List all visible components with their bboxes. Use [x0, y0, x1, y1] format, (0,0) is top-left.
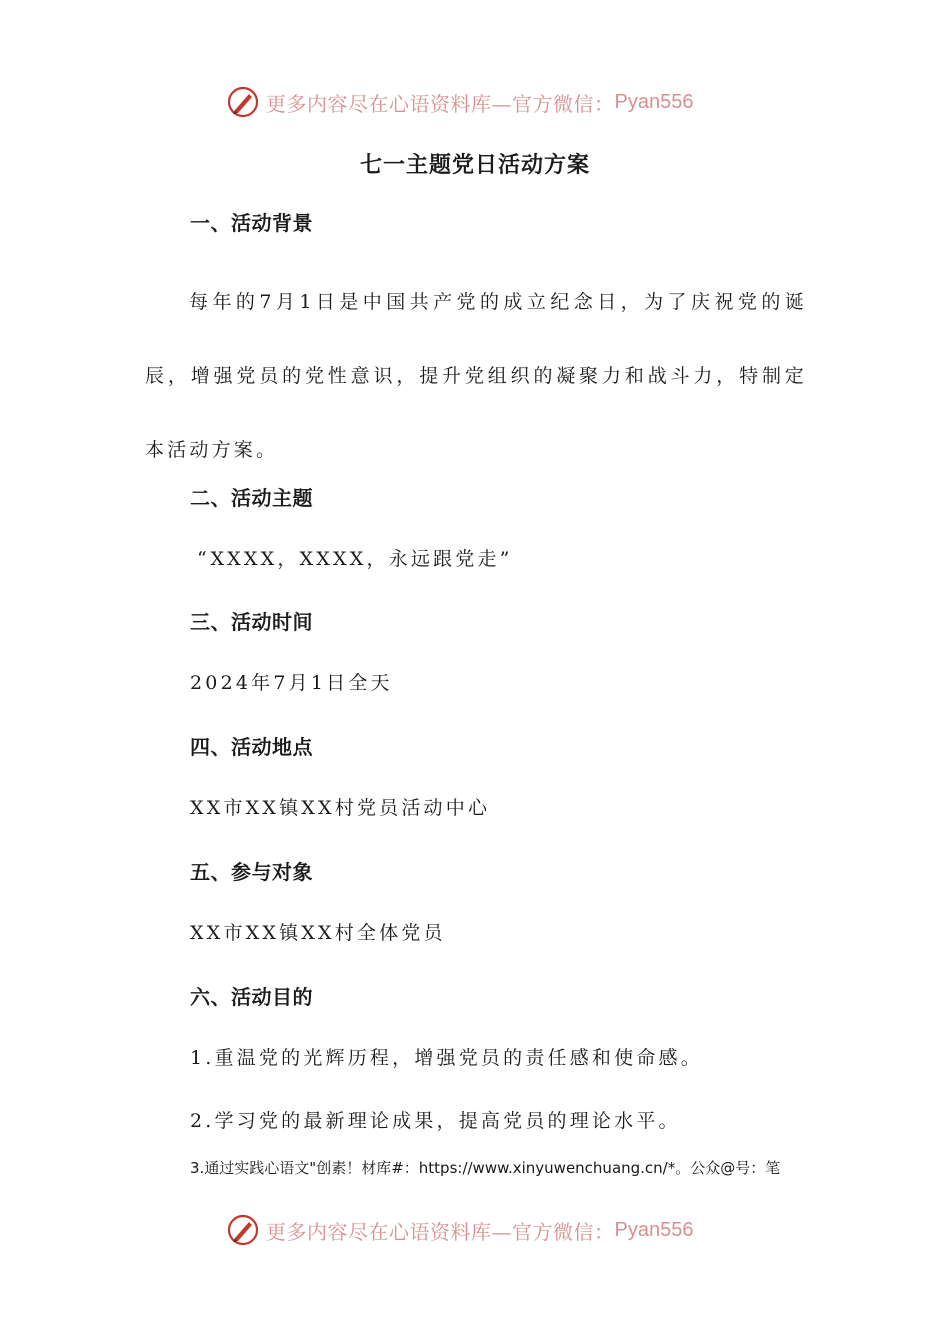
section-text-theme: “XXXX，XXXX，永远跟党走”: [197, 548, 513, 570]
section-heading-time: 三、活动时间: [190, 610, 313, 634]
purpose-item-3: 3.通过实践心语文"创素！材库#：https://www.xinyuwenchuang.cn/*。公众@号：笔: [190, 1159, 781, 1177]
footer-banner: [226, 1208, 746, 1252]
section-heading-background: 一、活动背景: [190, 211, 313, 235]
section-heading-location: 四、活动地点: [190, 735, 313, 759]
section-heading-participants: 五、参与对象: [190, 860, 313, 884]
pen-logo-icon: [226, 85, 260, 119]
banner-text: 更多内容尽在心语资料库—官方微信：: [266, 91, 615, 116]
section-text-location: XX市XX镇XX村党员活动中心: [190, 797, 491, 819]
pen-logo-icon: [226, 1213, 260, 1247]
banner-text: 更多内容尽在心语资料库—官方微信：: [266, 1219, 615, 1244]
document-title: 七一主题党日活动方案: [359, 152, 590, 178]
header-banner: [226, 80, 746, 124]
purpose-item-2: 2.学习党的最新理论成果，提高党员的理论水平。: [190, 1110, 681, 1132]
banner-wechat-id: Pyan556: [614, 1218, 694, 1241]
section-text-time: 2024年7月1日全天: [190, 672, 393, 694]
section-heading-purpose: 六、活动目的: [190, 985, 313, 1009]
section-heading-theme: 二、活动主题: [190, 486, 313, 510]
purpose-item-1: 1.重温党的光辉历程，增强党员的责任感和使命感。: [190, 1047, 703, 1069]
section-text-background: 每年的7月1日是中国共产党的成立纪念日，为了庆祝党的诞辰，增强党员的党性意识，提升党组织的凝聚力和战斗力，特制定本活动方案。: [145, 291, 807, 461]
banner-wechat-id: Pyan556: [614, 90, 694, 113]
section-text-participants: XX市XX镇XX村全体党员: [190, 922, 446, 944]
